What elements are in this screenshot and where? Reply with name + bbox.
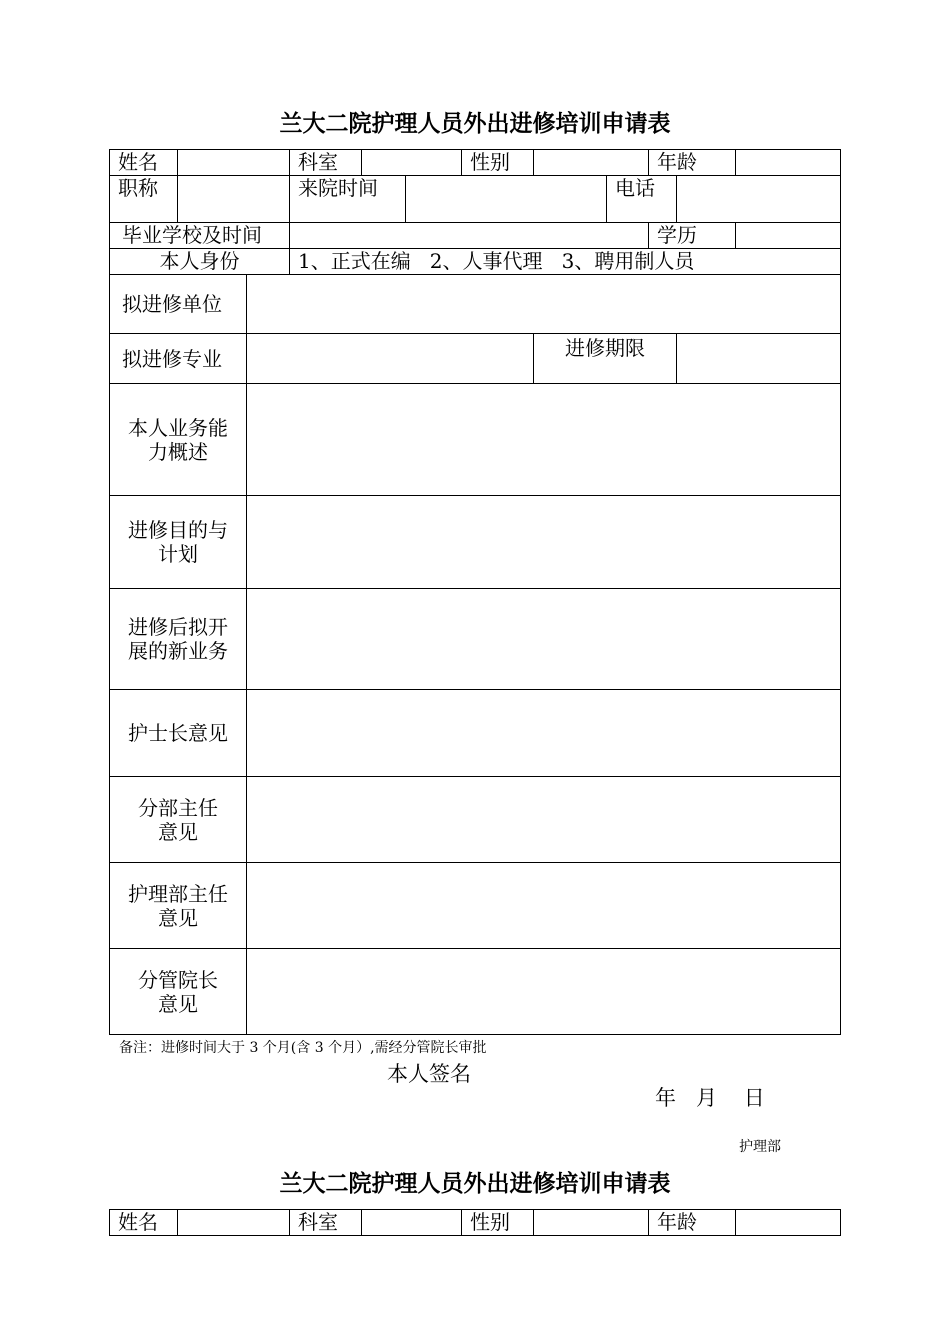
label-nursing-director: 护理部主任意见 (109, 862, 247, 949)
field-dept-2[interactable] (361, 1209, 462, 1236)
signature-label: 本人签名 (387, 1062, 471, 1086)
field-vice-president[interactable] (246, 948, 841, 1035)
field-branch-director[interactable] (246, 776, 841, 863)
label-purpose: 进修目的与计划 (109, 495, 247, 589)
label-age: 年龄 (648, 149, 736, 176)
label-dept-2: 科室 (289, 1209, 362, 1236)
field-phone[interactable] (676, 175, 841, 223)
field-gender[interactable] (533, 149, 649, 176)
department-label: 护理部 (739, 1139, 781, 1155)
field-school[interactable] (289, 222, 649, 249)
field-name[interactable] (177, 149, 290, 176)
field-new-business[interactable] (246, 588, 841, 690)
field-dept[interactable] (361, 149, 462, 176)
form2-title: 兰大二院护理人员外出进修培训申请表 (279, 1171, 671, 1197)
label-identity: 本人身份 (109, 248, 290, 275)
label-arrival: 来院时间 (289, 175, 406, 223)
field-age-2[interactable] (735, 1209, 841, 1236)
label-branch-director: 分部主任意见 (109, 776, 247, 863)
label-name-2: 姓名 (109, 1209, 178, 1236)
field-arrival[interactable] (405, 175, 607, 223)
label-gender: 性别 (461, 149, 534, 176)
label-title: 职称 (109, 175, 178, 223)
label-school: 毕业学校及时间 (109, 222, 290, 249)
field-purpose[interactable] (246, 495, 841, 589)
field-gender-2[interactable] (533, 1209, 649, 1236)
field-head-nurse[interactable] (246, 689, 841, 777)
field-unit[interactable] (246, 274, 841, 334)
date-label: 年 月 日 (655, 1086, 765, 1110)
identity-options[interactable]: 1、正式在编 2、人事代理 3、聘用制人员 (289, 248, 841, 275)
field-age[interactable] (735, 149, 841, 176)
field-period[interactable] (676, 333, 841, 384)
label-education: 学历 (648, 222, 736, 249)
label-dept: 科室 (289, 149, 362, 176)
note-text: 备注：进修时间大于 3 个月(含 3 个月）,需经分管院长审批 (119, 1040, 487, 1056)
label-new-business: 进修后拟开展的新业务 (109, 588, 247, 690)
field-name-2[interactable] (177, 1209, 290, 1236)
label-age-2: 年龄 (648, 1209, 736, 1236)
label-gender-2: 性别 (461, 1209, 534, 1236)
label-period: 进修期限 (533, 333, 677, 384)
label-ability: 本人业务能力概述 (109, 383, 247, 496)
field-nursing-director[interactable] (246, 862, 841, 949)
label-vice-president: 分管院长意见 (109, 948, 247, 1035)
label-name: 姓名 (109, 149, 178, 176)
field-major[interactable] (246, 333, 534, 384)
form-title: 兰大二院护理人员外出进修培训申请表 (279, 111, 671, 137)
label-head-nurse: 护士长意见 (109, 689, 247, 777)
label-unit: 拟进修单位 (109, 274, 247, 334)
label-phone: 电话 (606, 175, 677, 223)
field-education[interactable] (735, 222, 841, 249)
field-ability[interactable] (246, 383, 841, 496)
field-title[interactable] (177, 175, 290, 223)
label-major: 拟进修专业 (109, 333, 247, 384)
